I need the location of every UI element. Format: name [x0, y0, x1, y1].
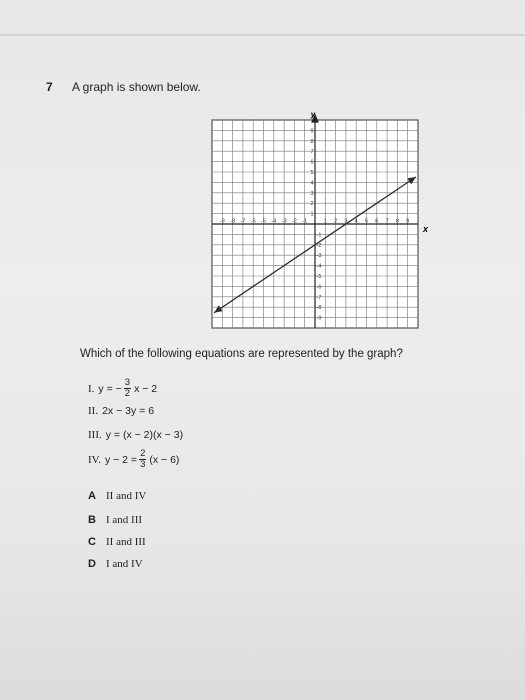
- coordinate-graph: [205, 108, 430, 333]
- x-axis-label: x: [423, 224, 429, 234]
- fraction-denominator: 2: [124, 388, 131, 399]
- equation-iv-fraction: [139, 449, 146, 470]
- x-tick-label: 7: [385, 218, 389, 225]
- equation-ii: [88, 405, 154, 417]
- equation-i-label: I.: [88, 382, 95, 395]
- equation-iv: [88, 449, 179, 470]
- x-tick-label: 5: [364, 218, 369, 225]
- equation-iii-text: y = (x − 2)(x − 3): [105, 429, 184, 441]
- equation-iv-label: IV.: [88, 453, 101, 466]
- choice-text: II and III: [106, 536, 146, 548]
- x-tick-label: -8: [230, 218, 236, 225]
- question-text: A graph is shown below.: [72, 80, 201, 94]
- y-tick-label: 6: [310, 159, 314, 166]
- y-tick-label: 7: [310, 149, 314, 156]
- y-tick-label: -9: [316, 315, 322, 322]
- equation-iii-label: III.: [88, 429, 102, 441]
- x-tick-label: -2: [291, 218, 297, 225]
- y-tick-label: -4: [316, 263, 322, 270]
- y-tick-label: 4: [310, 180, 314, 187]
- y-tick-label: -5: [316, 274, 322, 280]
- equation-ii-label: II.: [88, 405, 99, 417]
- x-tick-label: -6: [250, 218, 256, 225]
- equation-iii: [88, 429, 183, 441]
- fraction-denominator: 3: [140, 459, 146, 470]
- choice-letter: A: [88, 490, 96, 502]
- y-tick-label: -6: [316, 284, 322, 291]
- y-tick-label: 1: [310, 211, 314, 218]
- question-number: 7: [46, 80, 53, 94]
- y-tick-label: 9: [310, 128, 314, 135]
- choice-a[interactable]: [88, 490, 146, 502]
- x-tick-label: 8: [395, 218, 399, 225]
- equation-i: [88, 378, 157, 399]
- y-axis-label: y: [310, 110, 316, 119]
- x-tick-label: -3: [281, 218, 287, 225]
- x-tick-label: 9: [406, 218, 410, 225]
- y-tick-label: 8: [310, 138, 314, 145]
- y-tick-label: -2: [316, 242, 322, 249]
- equation-i-rhs: x − 2: [134, 382, 158, 395]
- x-tick-label: 3: [344, 218, 348, 225]
- fraction-numerator: 2: [140, 448, 146, 459]
- equation-ii-text: 2x − 3y = 6: [102, 405, 155, 417]
- choice-b[interactable]: [88, 514, 142, 526]
- choice-letter: C: [88, 536, 96, 548]
- y-tick-label: -7: [316, 294, 322, 301]
- top-divider: [0, 34, 525, 36]
- y-tick-label: 2: [310, 201, 314, 208]
- x-tick-label: 1: [323, 218, 327, 225]
- y-tick-label: -1: [316, 232, 322, 239]
- x-tick-label: -1: [302, 218, 308, 225]
- choice-text: I and III: [106, 514, 143, 526]
- y-tick-label: -8: [316, 305, 322, 312]
- equation-i-lhs: y = −: [98, 382, 122, 395]
- fraction-numerator: 3: [124, 377, 131, 388]
- x-tick-label: -9: [219, 218, 225, 225]
- x-tick-label: 2: [334, 218, 338, 225]
- choice-letter: B: [88, 514, 96, 526]
- equation-iv-lhs: y − 2 =: [104, 453, 138, 466]
- x-tick-label: -5: [261, 218, 266, 225]
- choice-text: II and IV: [106, 490, 147, 502]
- x-tick-label: 4: [354, 218, 358, 225]
- y-tick-label: 5: [310, 170, 314, 176]
- y-tick-label: 3: [310, 190, 314, 197]
- equation-iv-rhs: (x − 6): [149, 453, 180, 466]
- choice-d[interactable]: [88, 558, 143, 570]
- x-tick-label: -4: [271, 218, 277, 225]
- choice-c[interactable]: [88, 536, 146, 548]
- x-tick-label: -7: [240, 218, 246, 225]
- x-tick-label: 6: [375, 218, 379, 225]
- question-prompt: Which of the following equations are represented by the graph?: [80, 348, 403, 360]
- equation-i-fraction: [124, 378, 131, 399]
- choice-text: I and IV: [106, 558, 143, 570]
- choice-letter: D: [88, 558, 96, 570]
- y-tick-label: -3: [316, 253, 322, 260]
